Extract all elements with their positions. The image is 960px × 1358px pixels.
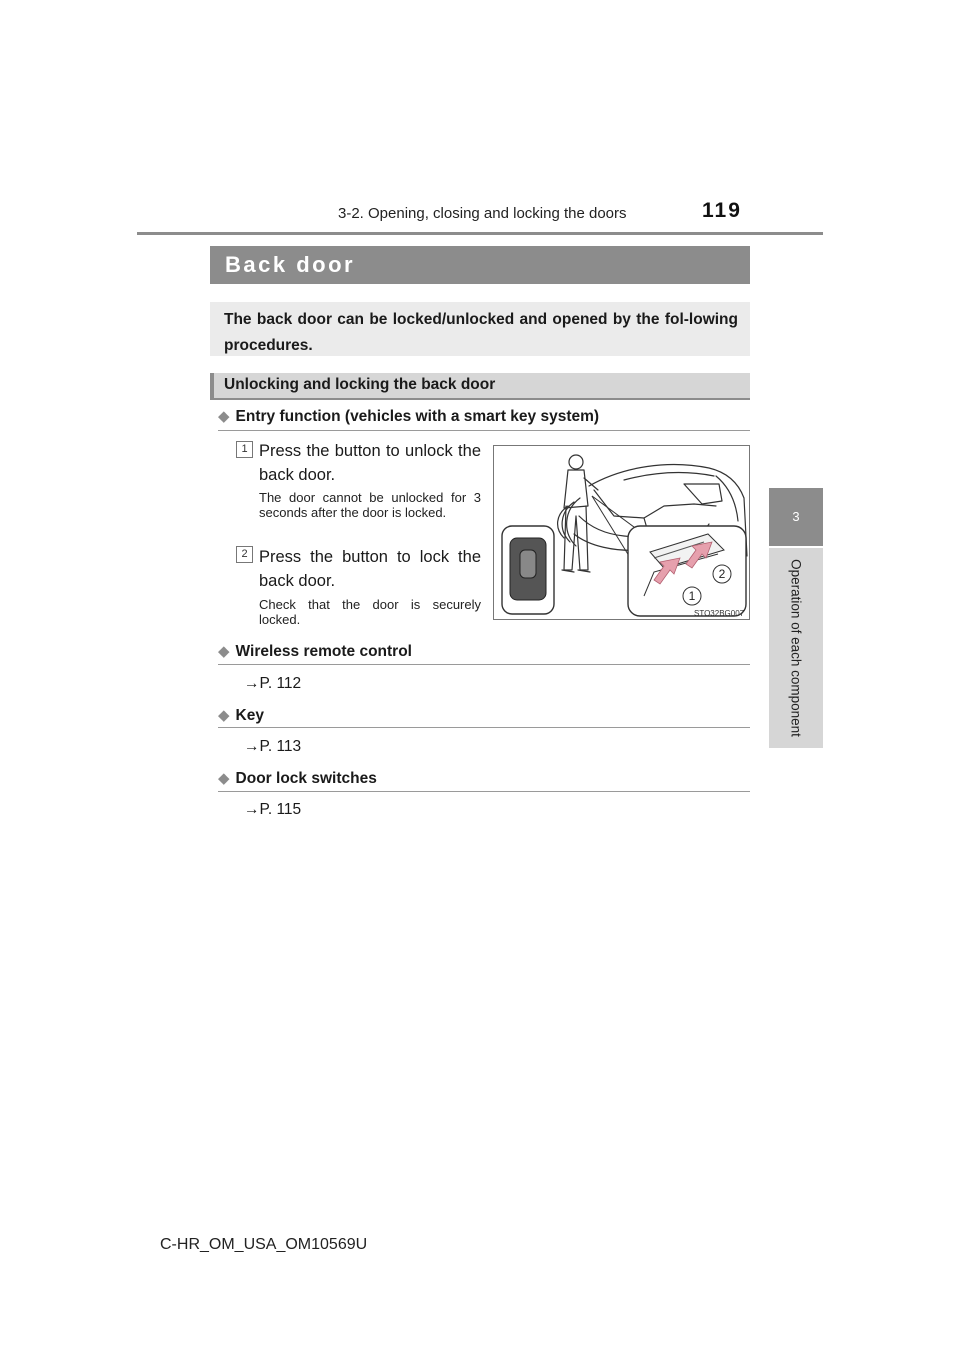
page-title: Back door (225, 252, 356, 277)
page-number: 119 (702, 199, 742, 222)
illustration-back-door-entry (493, 445, 750, 620)
diamond-bullet-icon: ◆ (218, 770, 230, 787)
step-1-text: Press the button to unlock the back door. (259, 442, 481, 484)
subsection-title: Unlocking and locking the back door (224, 376, 496, 393)
illustration-drawing (494, 446, 749, 619)
illustration-code: STO32BG007 (694, 609, 745, 618)
step-2-text: Press the button to lock the back door. (259, 548, 481, 590)
intro-text: The back door can be locked/unlocked and opened by the fol-lowing procedures. (224, 311, 738, 354)
section-heading-text: Door lock switches (235, 770, 377, 787)
page-title-bar (210, 246, 750, 284)
section-rule (218, 727, 750, 728)
side-tab-chapter-number: 3 (769, 488, 823, 546)
page-reference-link[interactable]: →P. 112 (244, 675, 302, 692)
section-heading-text: Entry function (vehicles with a smart key system) (235, 408, 600, 425)
page-reference-link[interactable]: →P. 113 (244, 738, 302, 755)
step-1-note: The door cannot be unlocked for 3 seconds after the door is locked. (259, 490, 481, 520)
section-heading-door-lock-switches (218, 769, 377, 788)
step-badge-2: 2 (236, 546, 253, 563)
step-badge-1: 1 (236, 441, 253, 458)
page-reference-link[interactable]: →P. 115 (244, 801, 302, 818)
callout-1-label: 1 (688, 589, 696, 603)
section-rule (218, 664, 750, 665)
section-heading-text: Wireless remote control (235, 643, 412, 660)
side-tab-label-text: Operation of each component (788, 559, 804, 737)
section-heading-wireless-remote (218, 642, 412, 661)
header-section-title: 3-2. Opening, closing and locking the doors (338, 205, 627, 222)
callout-2-label: 2 (718, 567, 726, 581)
diamond-bullet-icon: ◆ (218, 408, 230, 425)
intro-box (210, 302, 750, 356)
header-rule (137, 232, 823, 235)
section-heading-entry-function (218, 407, 599, 426)
key-fob-icon (502, 526, 554, 614)
section-rule (218, 791, 750, 792)
section-heading-text: Key (235, 707, 264, 724)
diamond-bullet-icon: ◆ (218, 707, 230, 724)
section-heading-key (218, 706, 264, 725)
section-rule (218, 430, 750, 431)
footer-document-id: C-HR_OM_USA_OM10569U (160, 1236, 368, 1253)
step-2-note: Check that the door is securely locked. (259, 597, 481, 627)
diamond-bullet-icon: ◆ (218, 643, 230, 660)
subsection-bar (210, 373, 750, 398)
subsection-rule (210, 398, 750, 400)
back-door-switch-detail (628, 526, 746, 616)
side-tab-chapter-label (769, 548, 823, 748)
